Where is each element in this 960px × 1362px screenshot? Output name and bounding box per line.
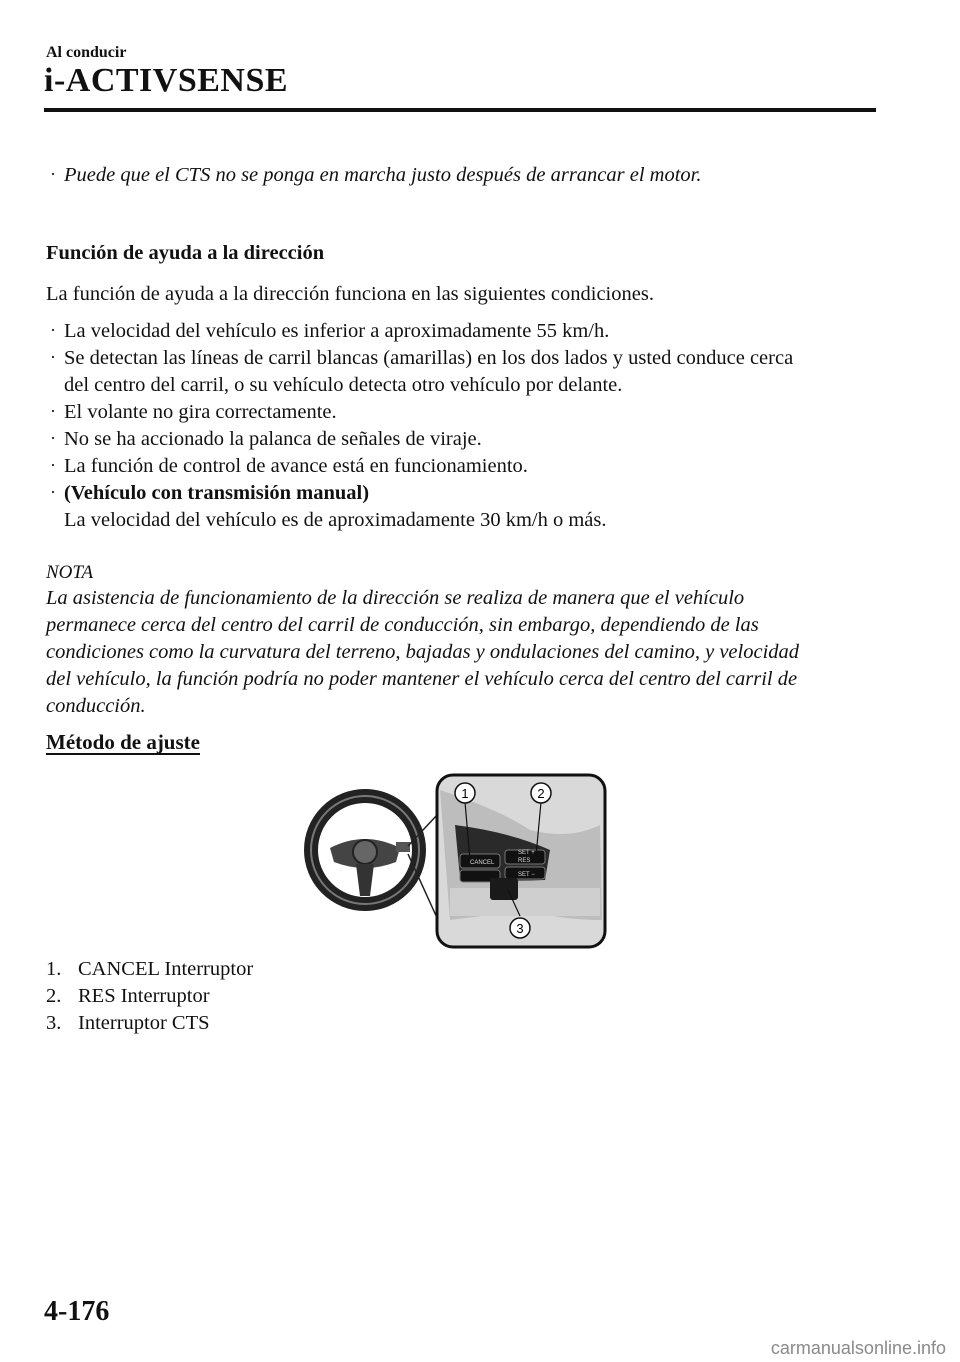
setting-method-heading: Método de ajuste [46,730,200,754]
cancel-button-label: CANCEL [470,860,495,866]
callout-2 [531,783,551,803]
set-minus-label: SET − [518,872,535,878]
steering-assist-heading: Función de ayuda a la dirección [46,242,325,264]
bullet: · [50,164,56,184]
steering-assist-intro: La función de ayuda a la dirección funciona en las siguientes condiciones. [46,283,654,305]
svg-text:1: 1 [461,786,469,801]
header-rule [44,108,876,112]
svg-text:3: 3 [516,921,524,936]
nota-body: La asistencia de funcionamiento de la dirección se realiza de manera que el vehículo permanece cerca del centro del carril de conducción, sin embargo, dependiendo de las condiciones como la curvatura del terreno, bajadas y ondulaciones del camino, y velocidad del vehículo, la función podría no poder mantener el vehículo cerca del centro del carril de conducción. [46,587,800,717]
nota-label: NOTA [46,562,94,583]
legend-item: 1. CANCEL Interruptor [46,958,254,980]
legend-item: 3. Interruptor CTS [46,1012,210,1034]
legend-item: 2. RES Interruptor [46,985,210,1007]
callout-3 [510,918,530,938]
steering-switch-figure [300,770,610,952]
section-label: Al conducir [46,44,127,61]
top-note-text: Puede que el CTS no se ponga en marcha justo después de arrancar el motor. [64,164,702,186]
chapter-title: i-ACTIVSENSE [44,62,289,99]
page-number: 4-176 [44,1296,110,1327]
callout-1 [455,783,475,803]
steering-wheel-illustration [311,796,419,904]
watermark: carmanualsonline.info [770,1338,946,1358]
svg-text:2: 2 [537,786,545,801]
set-plus-label: SET + [518,850,535,856]
res-label: RES [518,858,531,864]
